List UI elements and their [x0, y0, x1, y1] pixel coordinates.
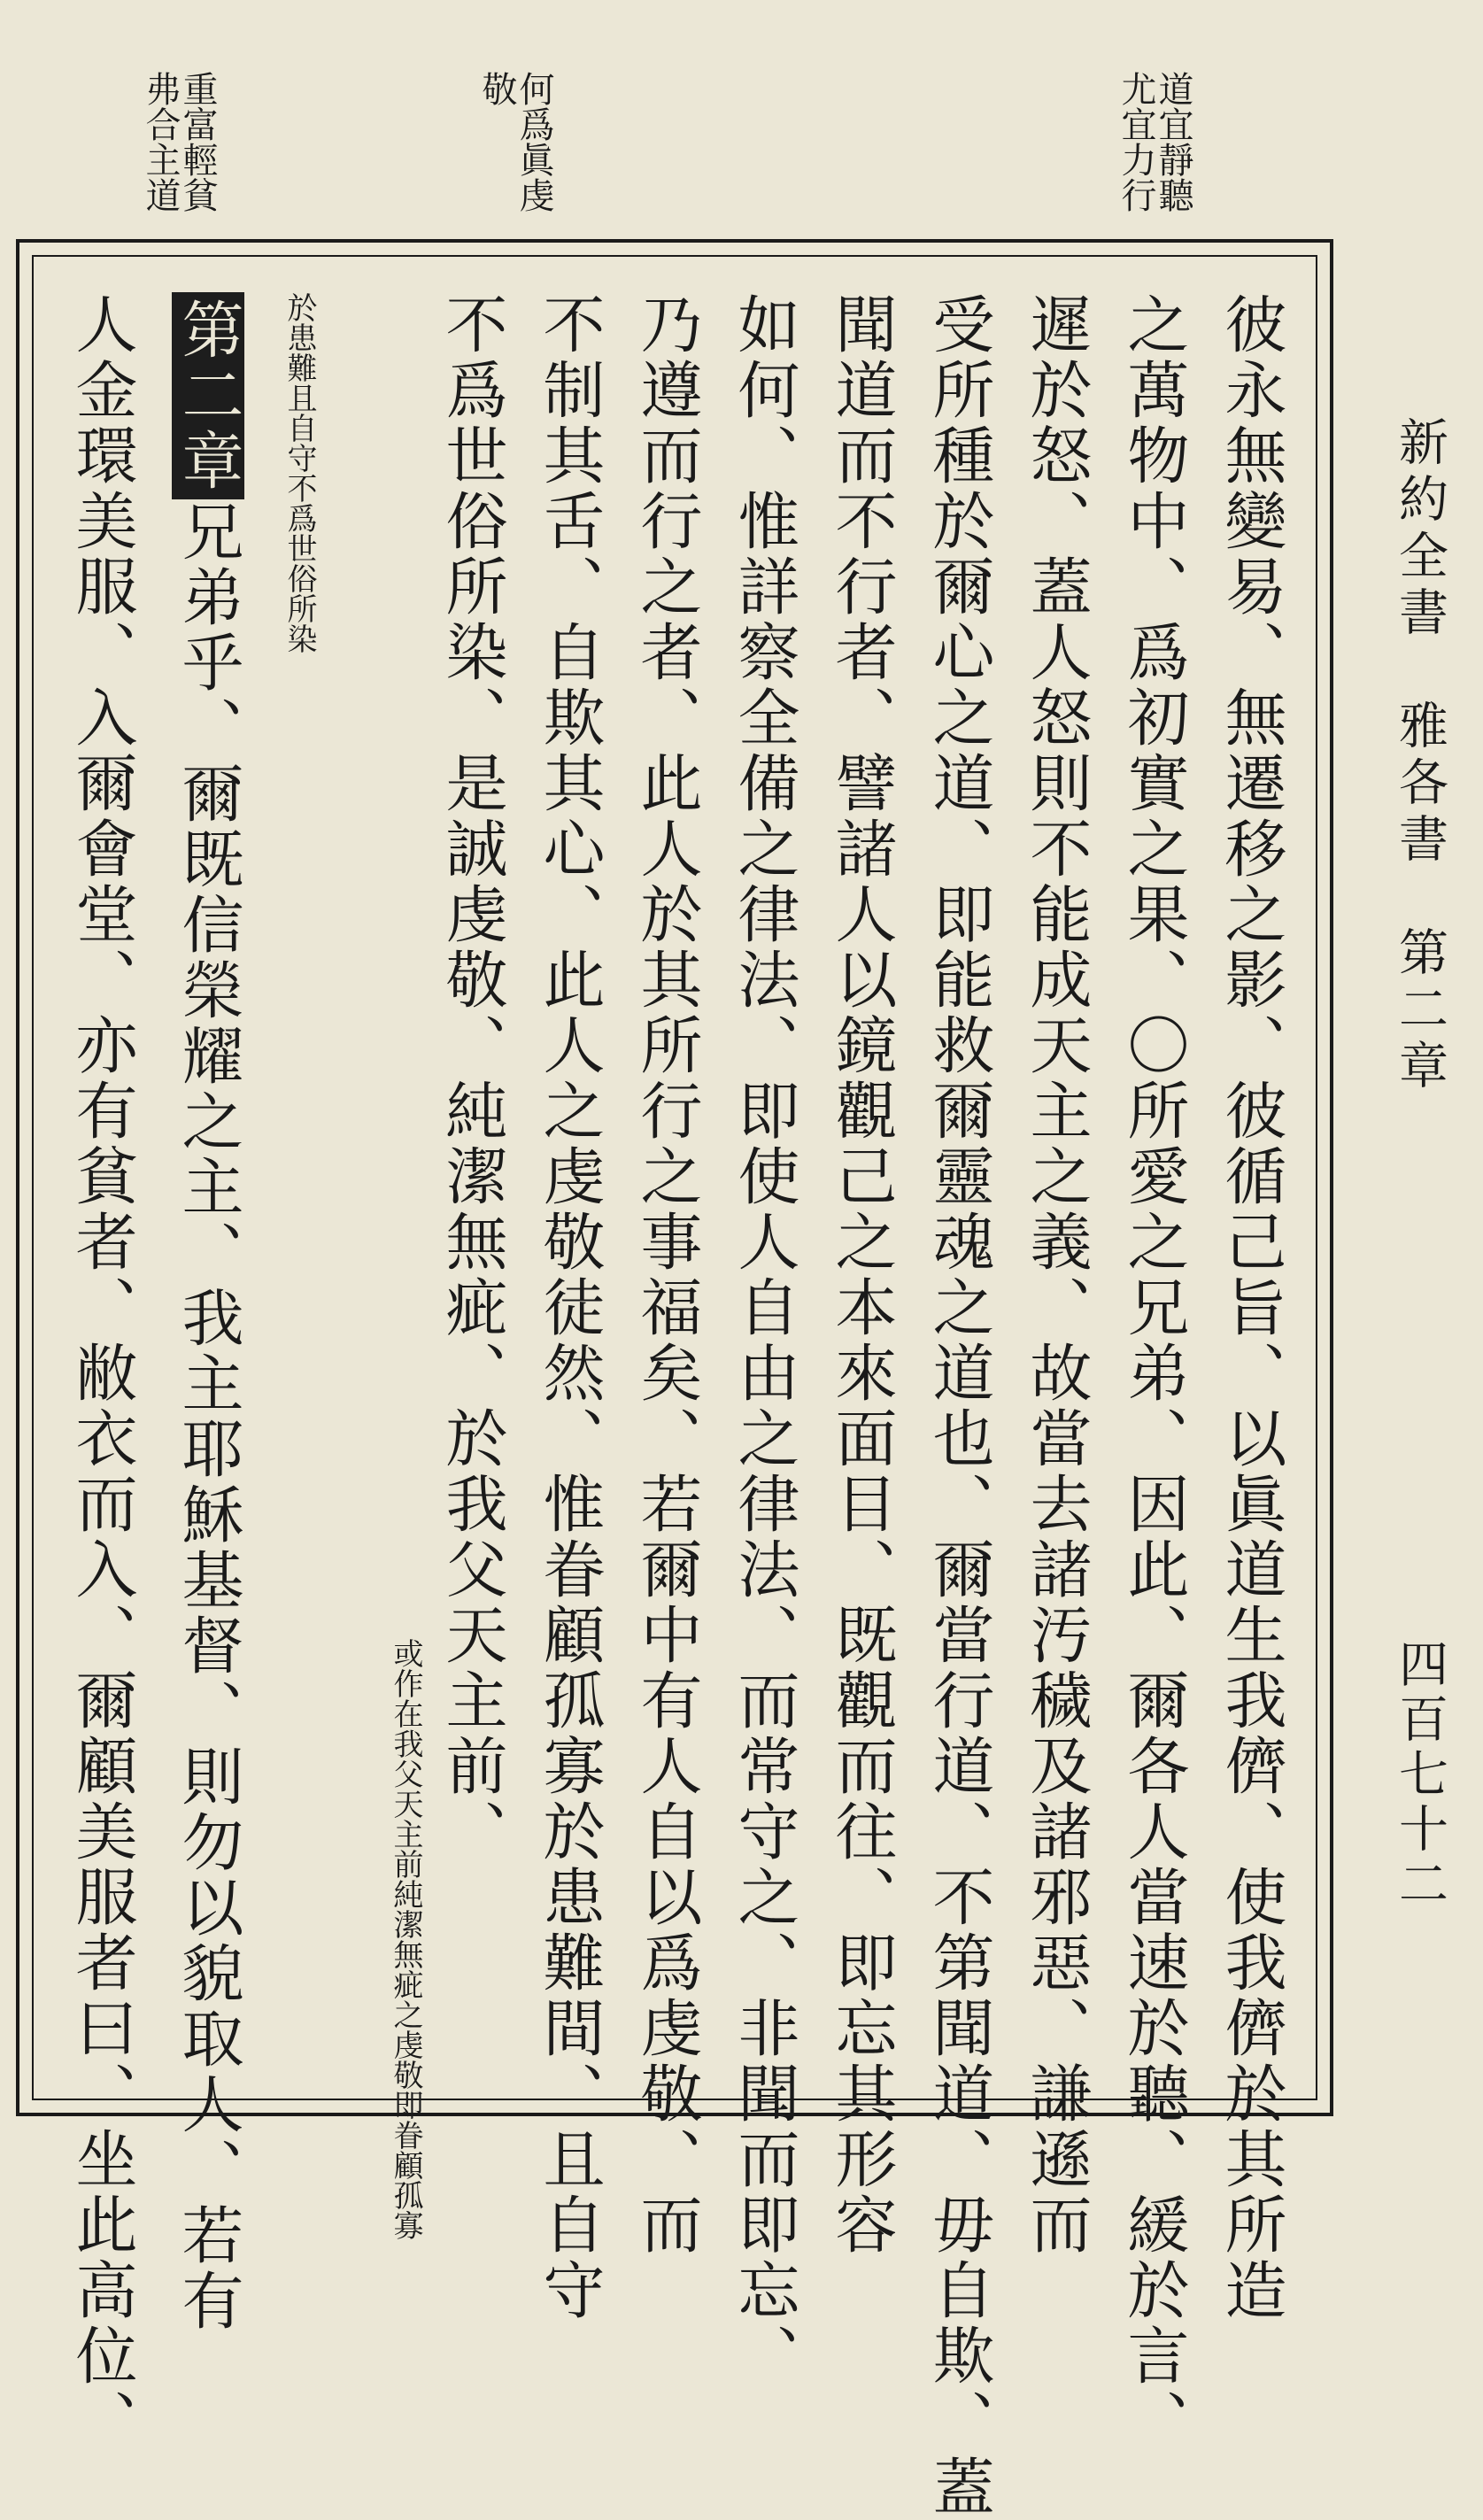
top-note-1: 道宜靜聽尤宜力行 — [1116, 71, 1193, 213]
top-note-2: 何爲眞虔敬 — [476, 71, 554, 213]
page-number: 四百七十二 — [1391, 1638, 1448, 1913]
text-column-6: 如何、惟詳察全備之律法、即使人自由之律法、而常守之、非聞而即忘、 — [728, 292, 800, 2389]
text-column-9: 不爲世俗所染、是誠虔敬、純潔無疵、於我父天主前、 — [436, 292, 508, 1865]
chapter-two-column — [172, 292, 244, 2334]
text-column-3: 遲於怒、蓋人怒則不能成天主之義、故當去諸汚穢及諸邪惡、謙遜而 — [1020, 292, 1093, 2258]
text-column-1: 彼永無變易、無遷移之影、彼循己旨、以眞道生我儕、使我儕於其所造 — [1215, 292, 1287, 2323]
text-column-7: 乃遵而行之者、此人於其所行之事福矣、若爾中有人自以爲虔敬、而 — [630, 292, 703, 2258]
text-column-8: 不制其舌、自欺其心、此人之虔敬徒然、惟眷顧孤寡於患難間、且自守 — [533, 292, 606, 2323]
text-column-12: 人金環美服、入爾會堂、亦有貧者、敝衣而入、爾顧美服者曰、坐此高位、 — [66, 292, 138, 2454]
chapter-text: 兄弟乎、爾既信榮耀之主、我主耶穌基督、則勿以貌取人、若有 — [172, 499, 244, 2334]
running-title: 新約全書 雅各書 第二章 — [1391, 416, 1448, 1096]
text-column-2: 之萬物中、爲初實之果、〇所愛之兄弟、因此、爾各人當速於聽、緩於言、 — [1117, 292, 1190, 2454]
text-column-5: 聞道而不行者、譬諸人以鏡觀己之本來面目、既觀而往、即忘其形容 — [825, 292, 898, 2258]
top-note-3: 重富輕貧弗合主道 — [140, 71, 218, 213]
text-column-4: 受所種於爾心之道、即能救爾靈魂之道也、爾當行道、不第聞道、毋自欺、蓋 — [923, 292, 995, 2520]
inline-note: 或作在我父天主前純潔無疵之虔敬即眷顧孤寡 — [388, 1638, 423, 2240]
chapter-label: 第二章 — [172, 292, 244, 499]
section-note: 於患難且自守不爲世俗所染 — [282, 292, 317, 653]
